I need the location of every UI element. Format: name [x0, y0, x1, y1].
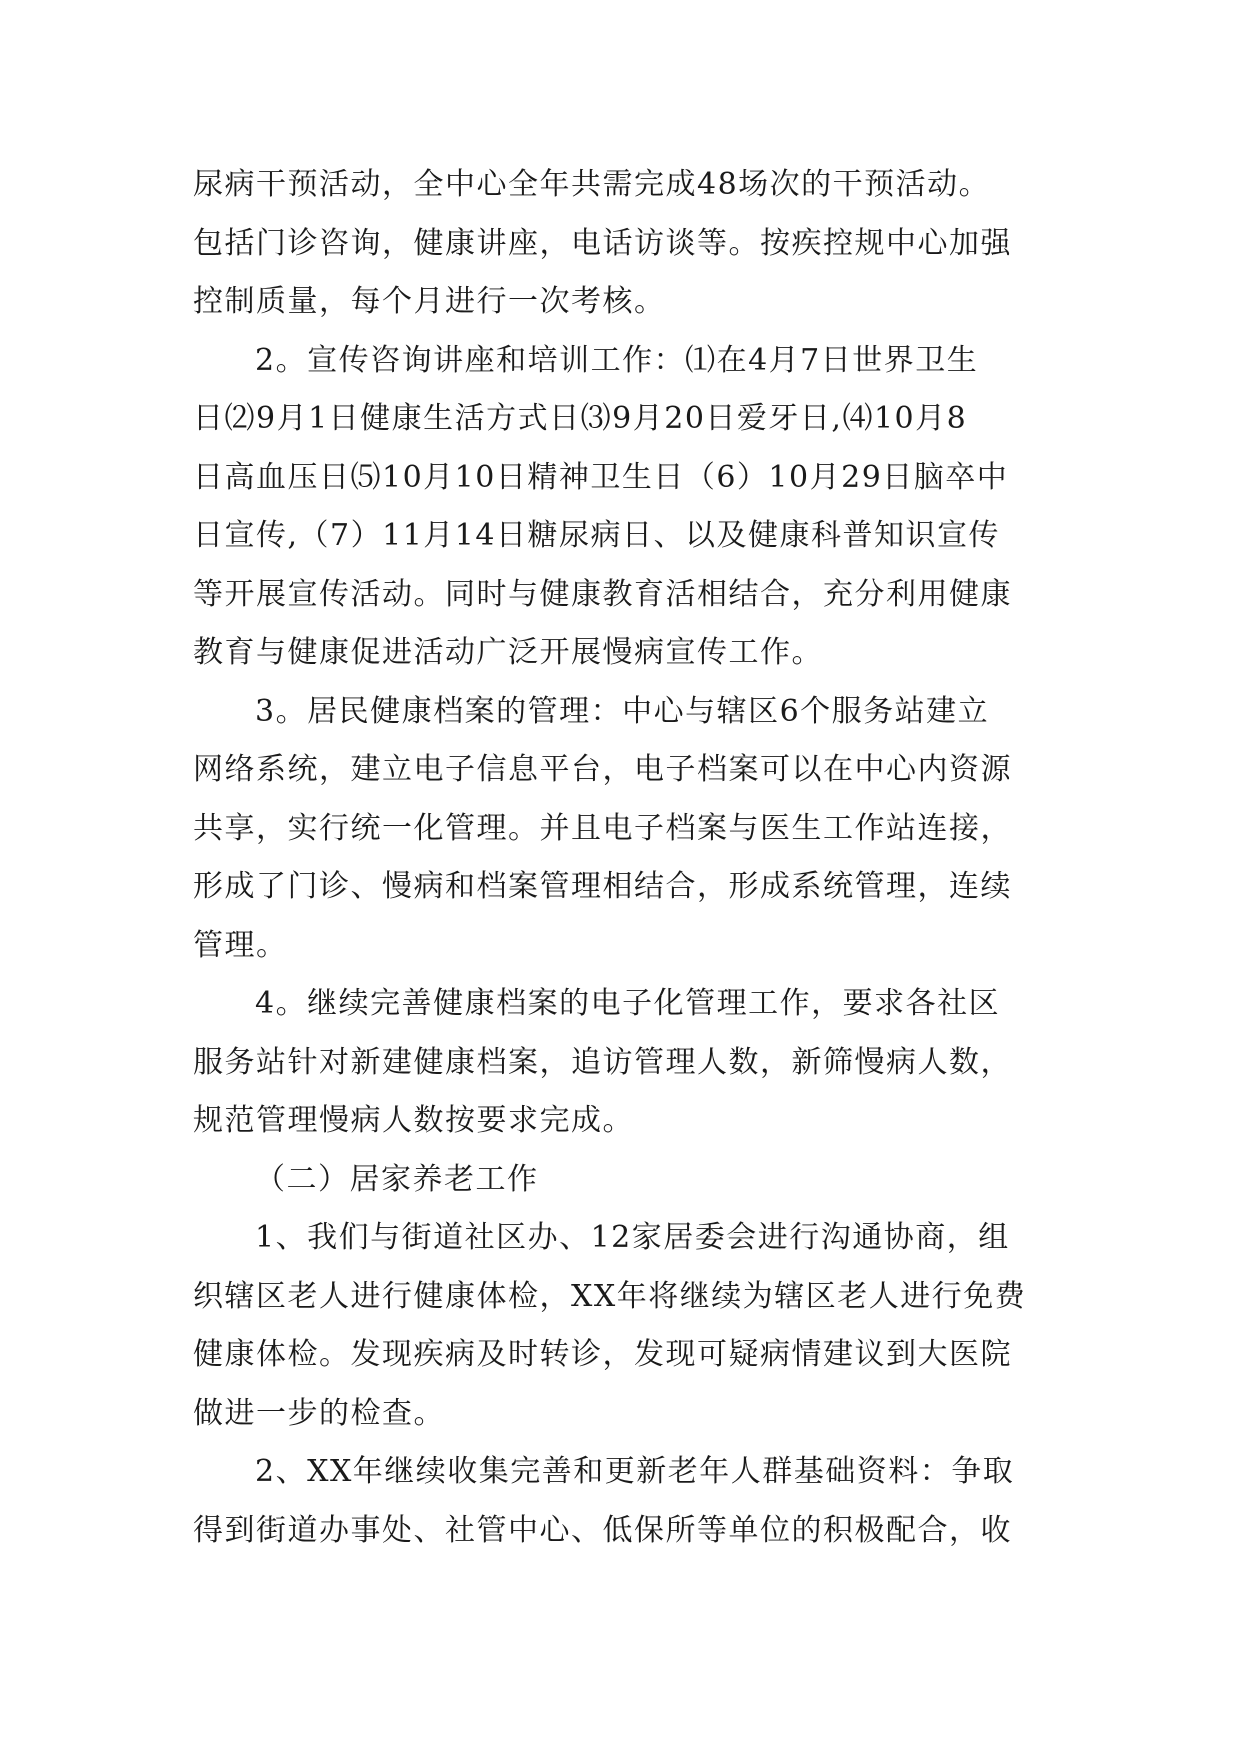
text-line: 规范管理慢病人数按要求完成。	[193, 1103, 634, 1138]
text-line: 形成了门诊、慢病和档案管理相结合，形成系统管理，连续	[193, 869, 1012, 904]
document-body	[193, 156, 1073, 1560]
text-line: 尿病干预活动，全中心全年共需完成48场次的干预活动。	[193, 167, 991, 202]
text-line: 日宣传,（7）11月14日糖尿病日、以及健康科普知识宣传	[193, 518, 1000, 553]
text-line: 做进一步的检查。	[193, 1395, 445, 1431]
text-line: 教育与健康促进活动广泛开展慢病宣传工作。	[193, 635, 823, 670]
text-line: 共享，实行统一化管理。并且电子档案与医生工作站连接，	[193, 810, 1012, 846]
text-line: 日⑵9月1日健康生活方式日⑶9月20日爱牙日,⑷10月8	[193, 401, 968, 436]
section-heading: （二）居家养老工作	[255, 1161, 539, 1197]
paragraph-start-line: 3。居民健康档案的管理：中心与辖区6个服务站建立	[255, 693, 990, 729]
paragraph-start-line: 4。继续完善健康档案的电子化管理工作，要求各社区	[255, 986, 1001, 1021]
paragraph-start-line: 2。宣传咨询讲座和培训工作：⑴在4月7日世界卫生	[255, 342, 979, 378]
text-line: 健康体检。发现疾病及时转诊，发现可疑病情建议到大医院	[193, 1337, 1012, 1372]
text-line: 织辖区老人进行健康体检，XX年将继续为辖区老人进行免费	[193, 1278, 1027, 1314]
text-line: 等开展宣传活动。同时与健康教育活相结合，充分利用健康	[193, 576, 1012, 612]
text-line: 控制质量，每个月进行一次考核。	[193, 284, 666, 319]
text-line: 包括门诊咨询，健康讲座，电话访谈等。按疾控规中心加强	[193, 225, 1012, 261]
paragraph-start-line: 1、我们与街道社区办、12家居委会进行沟通协商，组	[255, 1220, 1010, 1255]
text-line: 管理。	[193, 927, 288, 963]
text-line: 服务站针对新建健康档案，追访管理人数，新筛慢病人数，	[193, 1044, 1012, 1080]
paragraph-start-line: 2、XX年继续收集完善和更新老年人群基础资料：争取	[255, 1454, 1015, 1489]
text-line: 日高血压日⑸10月10日精神卫生日（6）10月29日脑卒中	[193, 459, 1009, 495]
text-line: 网络系统，建立电子信息平台，电子档案可以在中心内资源	[193, 752, 1012, 787]
text-line: 得到街道办事处、社管中心、低保所等单位的积极配合，收	[193, 1512, 1012, 1548]
